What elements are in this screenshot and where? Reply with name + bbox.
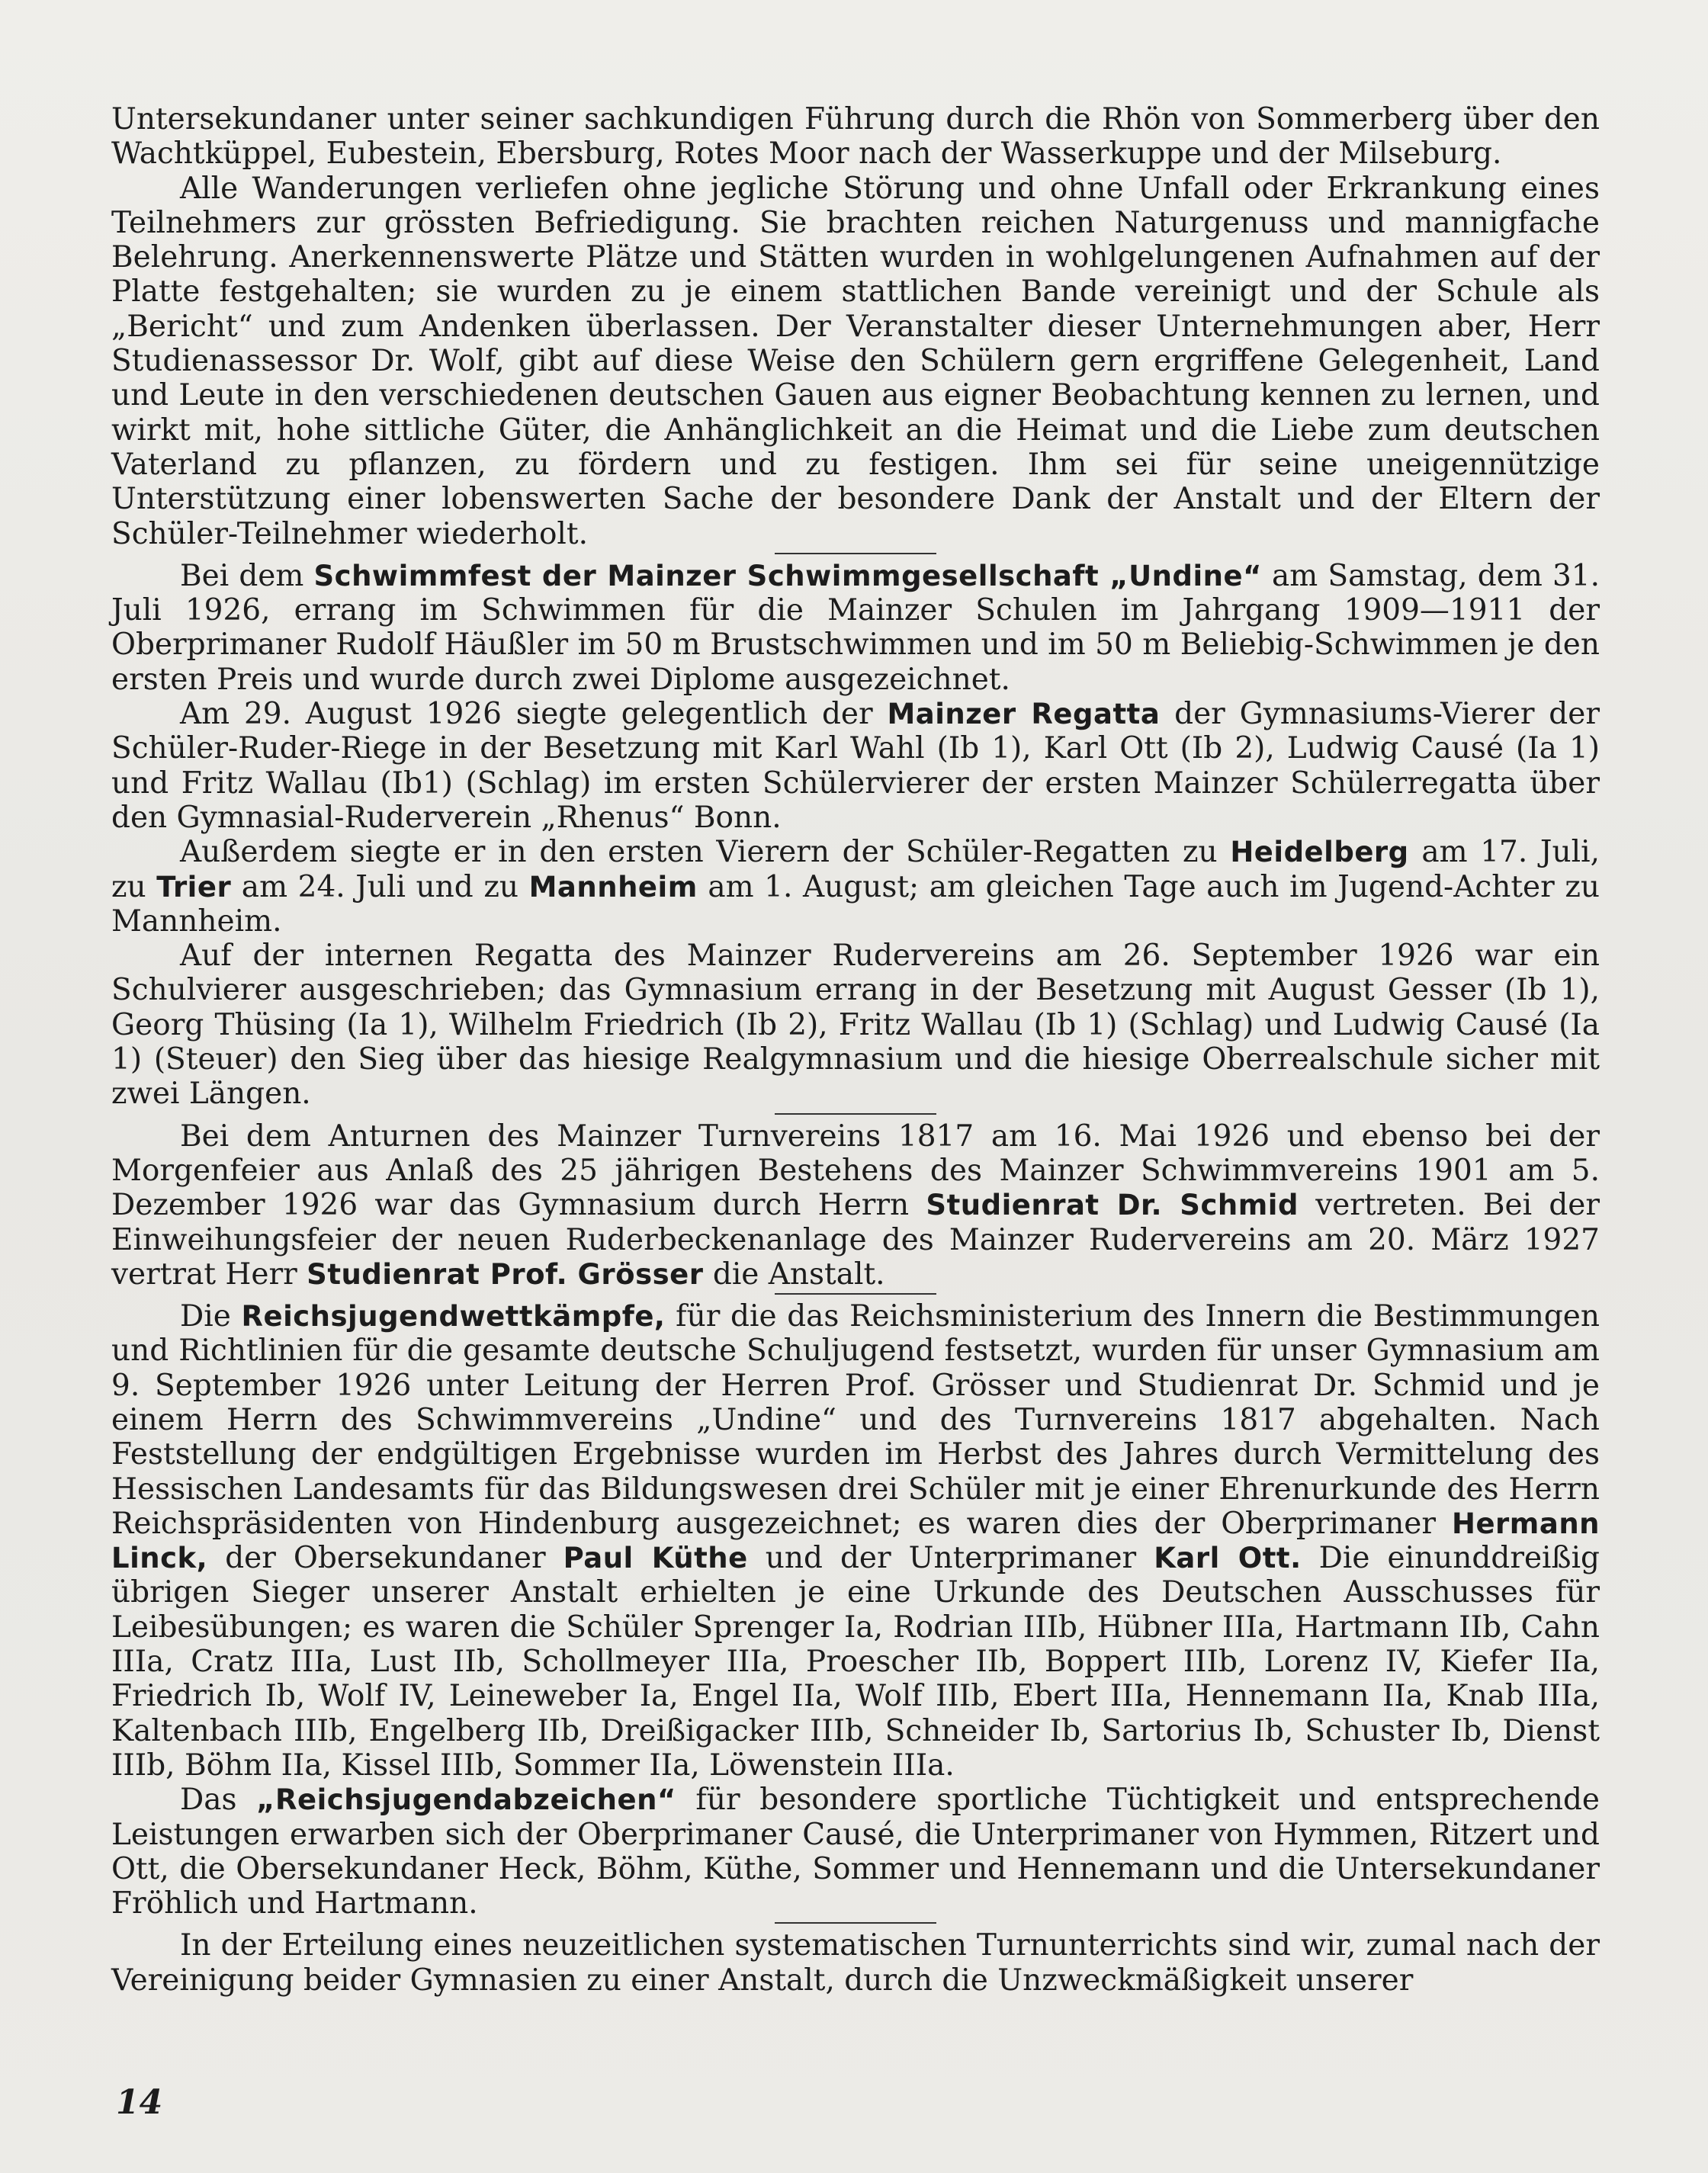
paragraph: [111, 939, 1600, 1111]
bold-phrase: Trier: [156, 870, 232, 904]
text-run: Am 29. August 1926 siegte gelegentlich der: [180, 697, 888, 732]
paragraph: [111, 102, 1600, 172]
bold-phrase: Studienrat Dr. Schmid: [926, 1189, 1299, 1222]
paragraph: [111, 697, 1600, 835]
section-divider: [775, 1922, 936, 1924]
text-run: vertreten. Bei der Einweihungsfeier der neuen Ruderbeckenanlage des Mainzer Rudervereins am 20. März 1927 vertrat Herr: [111, 1188, 1600, 1292]
text-run: am 17. Juli, zu: [111, 835, 1600, 904]
bold-phrase: Heidelberg: [1230, 836, 1409, 869]
bold-phrase: „Reichsjugendabzeichen“: [256, 1783, 676, 1817]
paragraph: [111, 1119, 1600, 1292]
bold-phrase: Reichsjugendwettkämpfe,: [241, 1300, 666, 1334]
body-text: [111, 102, 1600, 1998]
text-run: Alle Wanderungen verliefen ohne jegliche Störung und ohne Unfall oder Erkrankung eines Teilnehmers zur grössten Befriedigung. Sie brachten reichen Naturgenuss und mannigfache Belehrung. Anerkennenswerte Plätze und Stätten wurden in wohlgelungenen Aufnahmen auf der Platte festgehalten; sie wurden zu je einem stattlichen Bande vereinigt und der Schule als „Bericht“ und zum Andenken überlassen. Der Veranstalter dieser Unternehmungen aber, Herr Studienassessor Dr. Wolf, gibt auf diese Weise den Schülern gern ergriffene Gelegenheit, Land und Leute in den verschiedenen deutschen Gauen aus eigner Beobachtung kennen zu lernen, und wirkt mit, hohe sittliche Güter, die Anhänglichkeit an die Heimat und die Liebe zum deutschen Vaterland zu pflanzen, zu fördern und zu festigen. Ihm sei für seine uneigennützige Unterstützung einer lobenswerten Sache der besondere Dank der Anstalt und der Eltern der Schüler-Teilnehmer wiederholt.: [111, 171, 1600, 551]
text-run: die Anstalt.: [703, 1257, 885, 1292]
paragraph: [111, 1928, 1600, 1998]
text-run: Außerdem siegte er in den ersten Vierern der Schüler-Regatten zu: [180, 835, 1231, 870]
bold-phrase: Schwimmfest der Mainzer Schwimmgesellschaft „Undine“: [313, 559, 1262, 592]
paragraph: [111, 172, 1600, 551]
paragraph: [111, 835, 1600, 939]
text-run: Bei dem Anturnen des Mainzer Turnvereins 1817 am 16. Mai 1926 und ebenso bei der Morgenfeier aus Anlaß des 25 jährigen Bestehens des Mainzer Schwimmvereins 1901 am 5. Dezember 1926 war das Gymnasium durch Herrn: [111, 1119, 1600, 1223]
text-run: und der Unterprimaner: [747, 1541, 1154, 1576]
text-run: am Samstag, dem 31. Juli 1926, errang im Schwimmen für die Mainzer Schulen im Jahrgang 1909—1911 der Oberprimaner Rudolf Häußler im 50 m Brustschwimmen und im 50 m Beliebig-Schwimmen je den ersten Preis und wurde durch zwei Diplome ausgezeichnet.: [111, 558, 1600, 697]
bold-phrase: Karl Ott.: [1154, 1542, 1302, 1575]
bold-phrase: Mainzer Regatta: [887, 698, 1161, 731]
paragraph: [111, 1783, 1600, 1921]
text-run: In der Erteilung eines neuzeitlichen systematischen Turnunterrichts sind wir, zumal nach der Vereinigung beider Gymnasien zu einer Anstalt, durch die Unzweckmäßigkeit unserer: [111, 1928, 1600, 1998]
section-divider: [775, 1113, 936, 1115]
bold-phrase: Studienrat Prof. Grösser: [307, 1257, 704, 1291]
text-run: am 24. Juli und zu: [231, 869, 529, 904]
paragraph: [111, 1299, 1600, 1783]
text-run: der Obersekundaner: [207, 1541, 563, 1576]
section-divider: [775, 553, 936, 554]
bold-phrase: Hermann Linck,: [111, 1507, 1600, 1575]
text-run: Das: [180, 1783, 257, 1818]
bold-phrase: Paul Küthe: [563, 1542, 748, 1575]
section-divider: [775, 1293, 936, 1295]
text-run: für besondere sportliche Tüchtigkeit und entsprechende Leistungen erwarben sich der Oberprimaner Causé, die Unterprimaner von Hymmen, Ritzert und Ott, die Obersekundaner Heck, Böhm, Küthe, Sommer und Hennemann und die Untersekundaner Fröhlich und Hartmann.: [111, 1783, 1600, 1921]
text-run: der Gymnasiums-Vierer der Schüler-Ruder-Riege in der Besetzung mit Karl Wahl (Ib 1), Karl Ott (Ib 2), Ludwig Causé (Ia 1) und Fritz Wallau (Ib1) (Schlag) im ersten Schülervierer der ersten Mainzer Schülerregatta über den Gymnasial-Ruderverein „Rhenus“ Bonn.: [111, 697, 1600, 835]
paragraph: [111, 559, 1600, 697]
text-run: Die einunddreißig übrigen Sieger unserer Anstalt erhielten je eine Urkunde des Deutschen Ausschusses für Leibesübungen; es waren die Schüler Sprenger Ia, Rodrian IIIb, Hübner IIIa, Hartmann IIb, Cahn IIIa, Cratz IIIa, Lust IIb, Schollmeyer IIIa, Proescher IIb, Boppert IIIb, Lorenz IV, Kiefer IIa, Friedrich Ib, Wolf IV, Leineweber Ia, Engel IIa, Wolf IIIb, Ebert IIIa, Hennemann IIa, Knab IIIa, Kaltenbach IIIb, Engelberg IIb, Dreißigacker IIIb, Schneider Ib, Sartorius Ib, Schuster Ib, Dienst IIIb, Böhm IIa, Kissel IIIb, Sommer IIa, Löwenstein IIIa.: [111, 1541, 1600, 1783]
text-run: am 1. August; am gleichen Tage auch im Jugend-Achter zu Mannheim.: [111, 869, 1600, 939]
text-run: Bei dem: [180, 558, 314, 593]
bold-phrase: Mannheim: [528, 870, 698, 904]
text-run: Auf der internen Regatta des Mainzer Rudervereins am 26. September 1926 war ein Schulvierer ausgeschrieben; das Gymnasium errang in der Besetzung mit August Gesser (Ib 1), Georg Thüsing (Ia 1), Wilhelm Friedrich (Ib 2), Fritz Wallau (Ib 1) (Schlag) und Ludwig Causé (Ia 1) (Steuer) den Sieg über das hiesige Realgymnasium und die hiesige Oberrealschule sicher mit zwei Längen.: [111, 939, 1600, 1112]
page-number: 14: [116, 2083, 163, 2122]
text-run: für die das Reichsministerium des Innern die Bestimmungen und Richtlinien für die gesamte deutsche Schuljugend festsetzt, wurden für unser Gymnasium am 9. September 1926 unter Leitung der Herren Prof. Grösser und Studienrat Dr. Schmid und je einem Herrn des Schwimmvereins „Undine“ und des Turnvereins 1817 abgehalten. Nach Feststellung der endgültigen Ergebnisse wurden im Herbst des Jahres durch Vermittelung des Hessischen Landesamts für das Bildungswesen drei Schüler mit je einer Ehrenurkunde des Herrn Reichspräsidenten von Hindenburg ausgezeichnet; es waren dies der Oberprimaner: [111, 1299, 1600, 1541]
text-run: Die: [180, 1299, 242, 1334]
text-run: Untersekundaner unter seiner sachkundigen Führung durch die Rhön von Sommerberg über den Wachtküppel, Eubestein, Ebersburg, Rotes Moor nach der Wasserkuppe und der Milseburg.: [111, 102, 1600, 172]
